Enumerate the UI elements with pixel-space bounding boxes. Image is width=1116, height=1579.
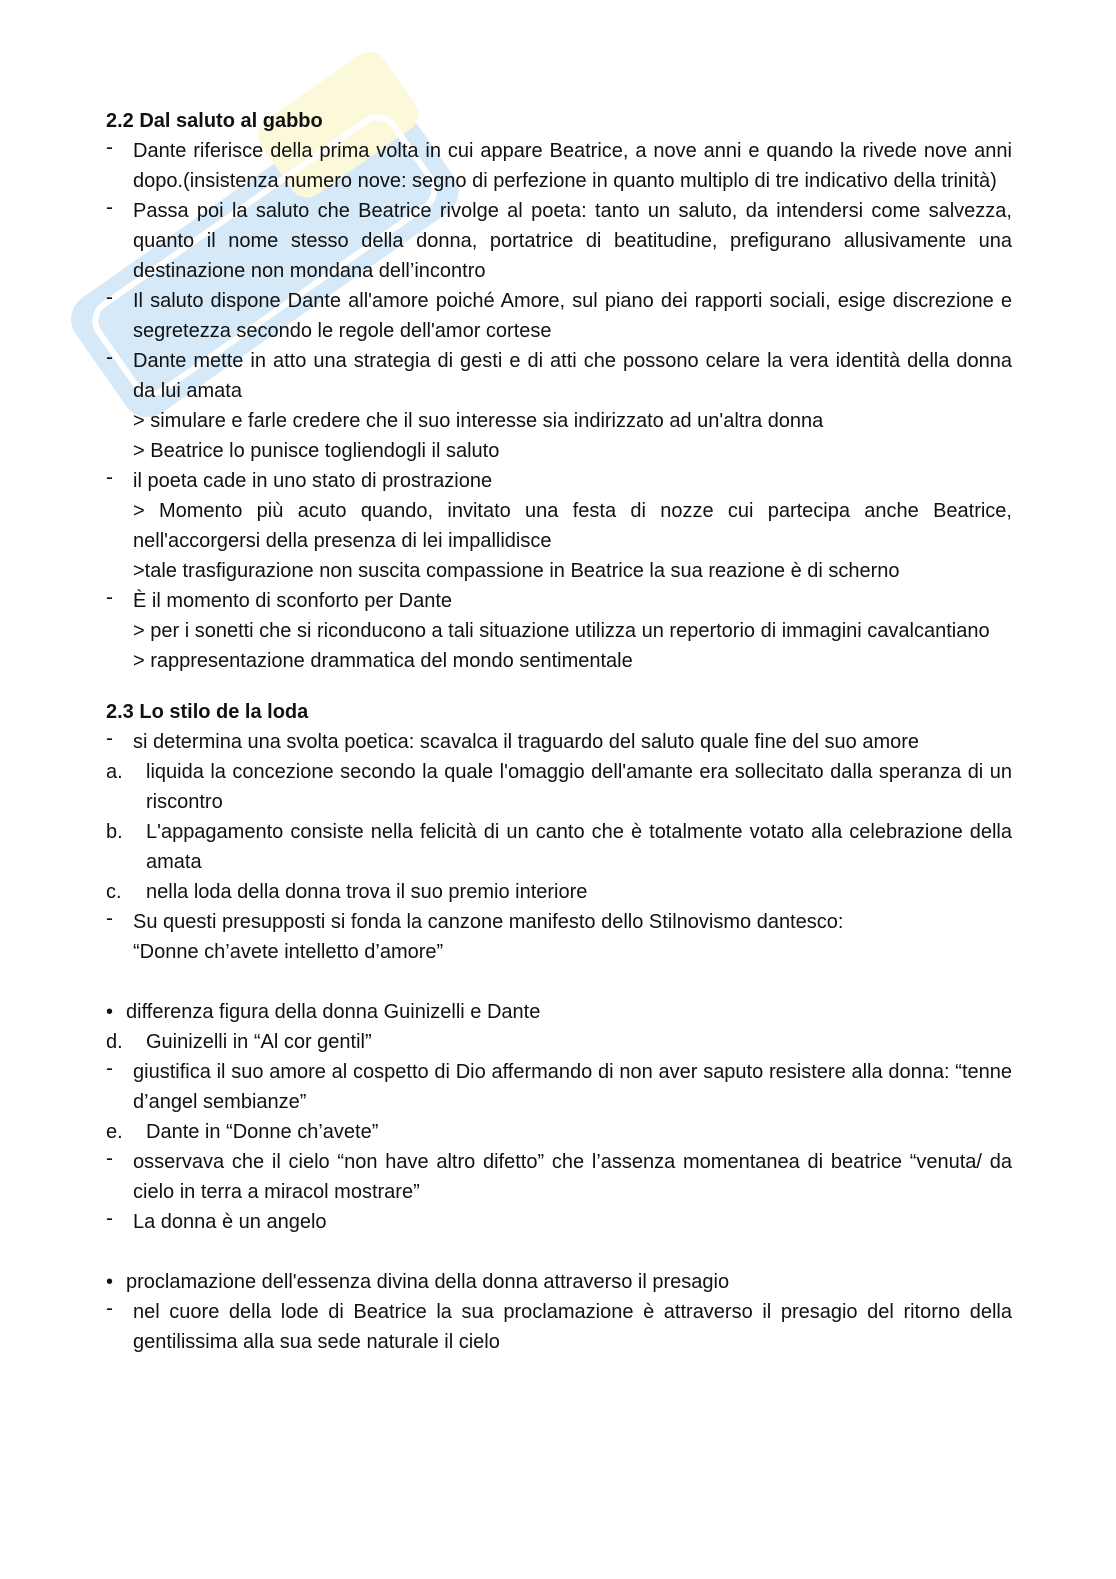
sub-item: > per i sonetti che si riconducono a tali situazione utilizza un repertorio di immagini cavalcantiano: [133, 620, 990, 642]
section-title-loda: 2.3 Lo stilo de la loda: [106, 701, 309, 723]
lettered-item: c. nella loda della donna trova il suo premio interiore: [106, 877, 1012, 907]
list-item: - Su questi presupposti si fonda la canzone manifesto dello Stilnovismo dantesco: “Donne ch’avete intelletto d’amore”: [106, 907, 1012, 967]
sub-item: > Beatrice lo punisce togliendogli il saluto: [133, 440, 500, 462]
list-item: - La donna è un angelo: [106, 1207, 1012, 1237]
lettered-item: e. Dante in “Donne ch’avete”: [106, 1117, 1012, 1147]
bullet-item: • proclamazione dell'essenza divina della donna attraverso il presagio: [106, 1267, 1012, 1297]
bullet-icon: •: [106, 1001, 114, 1023]
bullet-icon: •: [106, 1271, 114, 1293]
list-marker: d.: [106, 1031, 123, 1053]
list-item: - nel cuore della lode di Beatrice la sua proclamazione è attraverso il presagio del ritorno della gentilissima alla sua sede naturale il cielo: [106, 1297, 1012, 1357]
lettered-item: b. L'appagamento consiste nella felicità di un canto che è totalmente votato alla celebrazione della amata: [106, 817, 1012, 877]
list-item: - È il momento di sconforto per Dante > per i sonetti che si riconducono a tali situazione utilizza un repertorio di immagini cavalcantiano > rappresentazione drammatica del mondo sentimentale: [106, 586, 1012, 676]
list-item: - il poeta cade in uno stato di prostrazione > Momento più acuto quando, invitato una festa di nozze cui partecipa anche Beatrice, nell'accorgersi della presenza di lei impallidisce >tale trasfigurazione non suscita compassione in Beatrice la sua reazione è di scherno: [106, 466, 1012, 586]
list-item: - Dante mette in atto una strategia di gesti e di atti che possono celare la vera identità della donna da lui amata > simulare e farle credere che il suo interesse sia indirizzato ad un'altra donna > Beatrice lo punisce togliendogli il saluto: [106, 346, 1012, 466]
sub-item: > Momento più acuto quando, invitato una festa di nozze cui partecipa anche Beatrice, nell'accorgersi della presenza di lei impallidisce: [133, 500, 1012, 552]
lettered-item: d. Guinizelli in “Al cor gentil”: [106, 1027, 1012, 1057]
sub-item: > rappresentazione drammatica del mondo sentimentale: [133, 650, 633, 672]
sub-item: >tale trasfigurazione non suscita compassione in Beatrice la sua reazione è di scherno: [133, 560, 900, 582]
document-body: [106, 106, 1012, 1357]
list-marker: e.: [106, 1121, 123, 1143]
sub-item: “Donne ch’avete intelletto d’amore”: [133, 941, 444, 963]
section-title-saluto: 2.2 Dal saluto al gabbo: [106, 110, 323, 132]
list-marker: c.: [106, 881, 122, 903]
list-item: - si determina una svolta poetica: scavalca il traguardo del saluto quale fine del suo amore: [106, 727, 1012, 757]
bullet-item: • differenza figura della donna Guinizelli e Dante: [106, 997, 1012, 1027]
list-marker: a.: [106, 761, 123, 783]
list-item: - giustifica il suo amore al cospetto di Dio affermando di non aver saputo resistere alla donna: “tenne d’angel sembianze”: [106, 1057, 1012, 1117]
list-item: - Dante riferisce della prima volta in cui appare Beatrice, a nove anni e quando la rivede nove anni dopo.(insistenza numero nove: segno di perfezione in quanto multiplo di tre indicativo della trinità): [106, 136, 1012, 196]
list-item: - Passa poi la saluto che Beatrice rivolge al poeta: tanto un saluto, da intendersi come salvezza, quanto il nome stesso della donna, portatrice di beatitudine, prefigurano allusivamente una destinazione non mondana dell’incontro: [106, 196, 1012, 286]
sub-item: > simulare e farle credere che il suo interesse sia indirizzato ad un'altra donna: [133, 410, 824, 432]
lettered-item: a. liquida la concezione secondo la quale l'omaggio dell'amante era sollecitato dalla speranza di un riscontro: [106, 757, 1012, 817]
list-item: - Il saluto dispone Dante all'amore poiché Amore, sul piano dei rapporti sociali, esige discrezione e segretezza secondo le regole dell'amor cortese: [106, 286, 1012, 346]
list-item: - osservava che il cielo “non have altro difetto” che l’assenza momentanea di beatrice “venuta/ da cielo in terra a miracol mostrare”: [106, 1147, 1012, 1207]
list-marker: b.: [106, 821, 123, 843]
